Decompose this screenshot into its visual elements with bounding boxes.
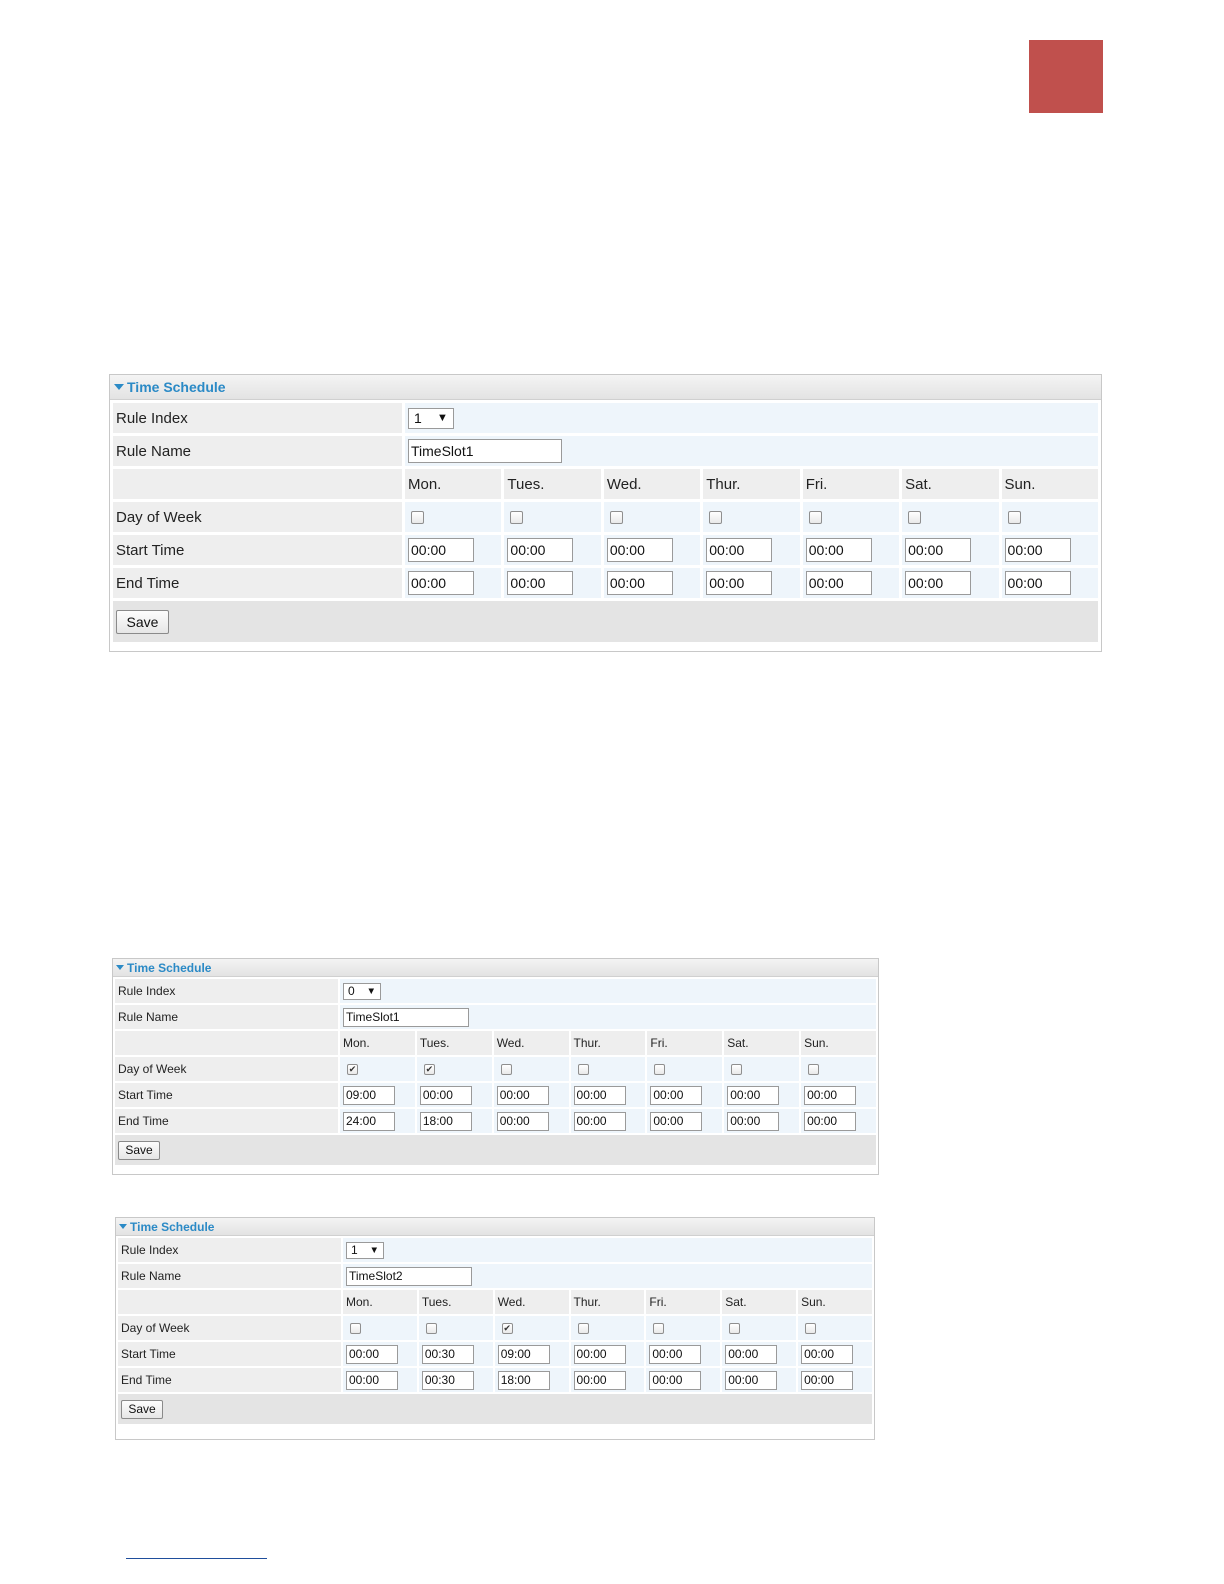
end-time-input[interactable] (408, 571, 474, 595)
start-time-input[interactable] (1005, 538, 1071, 562)
day-checkbox[interactable] (510, 511, 523, 524)
start-time-input[interactable] (650, 1086, 702, 1105)
footer-rule (126, 1558, 267, 1559)
rule-name-row (115, 1005, 876, 1029)
end-time-input[interactable] (574, 1371, 626, 1390)
day-checkbox[interactable] (610, 511, 623, 524)
start-time-input[interactable] (804, 1086, 856, 1105)
day-header: Mon. (343, 1290, 417, 1314)
start-time-input[interactable] (801, 1345, 853, 1364)
start-time-row (118, 1342, 872, 1366)
day-header: Sun. (1002, 469, 1098, 499)
day-header: Wed. (494, 1031, 569, 1055)
day-checkbox[interactable] (908, 511, 921, 524)
day-checkbox[interactable] (729, 1323, 740, 1334)
day-header: Thur. (571, 1290, 645, 1314)
end-time-input[interactable] (905, 571, 971, 595)
save-bar (113, 601, 1098, 642)
end-time-input[interactable] (1005, 571, 1071, 595)
schedule-table (113, 977, 878, 1135)
end-time-input[interactable] (420, 1112, 472, 1131)
end-time-input[interactable] (422, 1371, 474, 1390)
start-time-input[interactable] (346, 1345, 398, 1364)
save-button[interactable]: Save (118, 1141, 160, 1160)
day-header: Thur. (571, 1031, 646, 1055)
day-checkbox[interactable] (1008, 511, 1021, 524)
day-header-row (115, 1031, 876, 1055)
day-header: Tues. (419, 1290, 493, 1314)
save-bar (115, 1135, 876, 1165)
start-time-input[interactable] (607, 538, 673, 562)
rule-name-input[interactable] (408, 439, 562, 463)
day-checkbox[interactable] (709, 511, 722, 524)
day-header-row (113, 469, 1098, 499)
panel-header[interactable] (116, 1218, 874, 1236)
checkmark-icon: ✔ (425, 1064, 434, 1075)
end-time-input[interactable] (650, 1112, 702, 1131)
rule-name-label: Rule Name (113, 436, 402, 466)
day-header-row (118, 1290, 872, 1314)
day-header: Thur. (703, 469, 799, 499)
start-time-input[interactable] (343, 1086, 395, 1105)
schedule-table (110, 400, 1101, 601)
day-header: Fri. (647, 1031, 722, 1055)
rule-name-input[interactable] (343, 1008, 469, 1027)
day-of-week-row (115, 1057, 876, 1081)
rule-index-select[interactable]: 0 ▼ (343, 983, 381, 1000)
start-time-input[interactable] (497, 1086, 549, 1105)
end-time-input[interactable] (497, 1112, 549, 1131)
end-time-row (115, 1109, 876, 1133)
panel-title: Time Schedule (130, 1219, 215, 1234)
start-time-input[interactable] (706, 538, 772, 562)
start-time-input[interactable] (806, 538, 872, 562)
day-header: Sun. (798, 1290, 872, 1314)
day-header: Tues. (504, 469, 600, 499)
end-time-input[interactable] (727, 1112, 779, 1131)
start-time-input[interactable] (422, 1345, 474, 1364)
time-schedule-panel (112, 958, 879, 1175)
rule-name-input[interactable] (346, 1267, 472, 1286)
rule-index-select[interactable]: 1 ▼ (408, 408, 454, 429)
start-time-input[interactable] (408, 538, 474, 562)
dropdown-arrow-icon: ▼ (366, 985, 376, 997)
start-time-label: Start Time (113, 535, 402, 565)
day-of-week-row (113, 502, 1098, 532)
day-checkbox[interactable] (350, 1323, 361, 1334)
day-header: Sat. (722, 1290, 796, 1314)
start-time-input[interactable] (498, 1345, 550, 1364)
day-header-spacer (118, 1290, 341, 1314)
rule-index-row (118, 1238, 872, 1262)
panel-title: Time Schedule (127, 960, 212, 975)
rule-index-row (115, 979, 876, 1003)
day-header: Mon. (405, 469, 501, 499)
start-time-input[interactable] (649, 1345, 701, 1364)
end-time-input[interactable] (725, 1371, 777, 1390)
start-time-row (115, 1083, 876, 1107)
rule-name-label: Rule Name (118, 1264, 341, 1288)
checkmark-icon: ✔ (503, 1323, 511, 1334)
end-time-input[interactable] (649, 1371, 701, 1390)
day-checkbox[interactable] (654, 1064, 665, 1075)
end-time-input[interactable] (806, 571, 872, 595)
end-time-input[interactable] (507, 571, 573, 595)
day-header: Sat. (902, 469, 998, 499)
end-time-input[interactable] (706, 571, 772, 595)
start-time-input[interactable] (727, 1086, 779, 1105)
collapse-caret-icon[interactable] (119, 1224, 127, 1229)
day-checkbox[interactable] (501, 1064, 512, 1075)
start-time-input[interactable] (420, 1086, 472, 1105)
day-of-week-label: Day of Week (118, 1316, 341, 1340)
end-time-row (118, 1368, 872, 1392)
page-corner-marker (1029, 40, 1103, 113)
end-time-input[interactable] (574, 1112, 626, 1131)
dropdown-arrow-icon: ▼ (436, 412, 448, 424)
end-time-input[interactable] (801, 1371, 853, 1390)
dropdown-arrow-icon: ▼ (369, 1244, 379, 1256)
end-time-label: End Time (115, 1109, 338, 1133)
day-checkbox[interactable] (426, 1323, 437, 1334)
start-time-label: Start Time (115, 1083, 338, 1107)
day-checkbox[interactable] (578, 1323, 589, 1334)
save-button[interactable]: Save (121, 1400, 163, 1419)
rule-name-label: Rule Name (115, 1005, 338, 1029)
day-checkbox[interactable] (653, 1323, 664, 1334)
day-checkbox[interactable] (347, 1064, 358, 1075)
rule-index-select[interactable]: 1 ▼ (346, 1242, 384, 1259)
day-header: Mon. (340, 1031, 415, 1055)
end-time-row (113, 568, 1098, 598)
end-time-input[interactable] (346, 1371, 398, 1390)
end-time-input[interactable] (343, 1112, 395, 1131)
day-checkbox[interactable] (411, 511, 424, 524)
start-time-row (113, 535, 1098, 565)
day-checkbox[interactable] (731, 1064, 742, 1075)
day-of-week-row (118, 1316, 872, 1340)
collapse-caret-icon[interactable] (114, 384, 124, 390)
rule-name-row (118, 1264, 872, 1288)
day-header-spacer (115, 1031, 338, 1055)
start-time-label: Start Time (118, 1342, 341, 1366)
day-checkbox[interactable] (805, 1323, 816, 1334)
rule-name-row (113, 436, 1098, 466)
day-header: Wed. (495, 1290, 569, 1314)
day-checkbox[interactable] (502, 1323, 513, 1334)
end-time-label: End Time (118, 1368, 341, 1392)
end-time-input[interactable] (498, 1371, 550, 1390)
schedule-table (116, 1236, 874, 1394)
panel-header[interactable] (110, 375, 1101, 400)
panel-header[interactable] (113, 959, 878, 977)
save-bar (118, 1394, 872, 1424)
start-time-input[interactable] (507, 538, 573, 562)
day-header: Fri. (646, 1290, 720, 1314)
day-header: Fri. (803, 469, 899, 499)
day-header: Wed. (604, 469, 700, 499)
start-time-input[interactable] (905, 538, 971, 562)
rule-index-label: Rule Index (113, 403, 402, 433)
panel-title: Time Schedule (127, 379, 226, 395)
day-checkbox[interactable] (578, 1064, 589, 1075)
end-time-input[interactable] (607, 571, 673, 595)
start-time-input[interactable] (574, 1345, 626, 1364)
end-time-label: End Time (113, 568, 402, 598)
rule-index-label: Rule Index (115, 979, 338, 1003)
start-time-input[interactable] (725, 1345, 777, 1364)
start-time-input[interactable] (574, 1086, 626, 1105)
day-checkbox[interactable] (808, 1064, 819, 1075)
end-time-input[interactable] (804, 1112, 856, 1131)
rule-index-row (113, 403, 1098, 433)
day-of-week-label: Day of Week (113, 502, 402, 532)
save-button[interactable]: Save (116, 610, 169, 634)
day-header: Sun. (801, 1031, 876, 1055)
day-checkbox[interactable] (424, 1064, 435, 1075)
time-schedule-panel (109, 374, 1102, 652)
day-checkbox[interactable] (809, 511, 822, 524)
collapse-caret-icon[interactable] (116, 965, 124, 970)
day-header: Tues. (417, 1031, 492, 1055)
checkmark-icon: ✔ (348, 1064, 357, 1075)
day-header-spacer (113, 469, 402, 499)
rule-index-label: Rule Index (118, 1238, 341, 1262)
time-schedule-panel (115, 1217, 875, 1440)
day-of-week-label: Day of Week (115, 1057, 338, 1081)
day-header: Sat. (724, 1031, 799, 1055)
